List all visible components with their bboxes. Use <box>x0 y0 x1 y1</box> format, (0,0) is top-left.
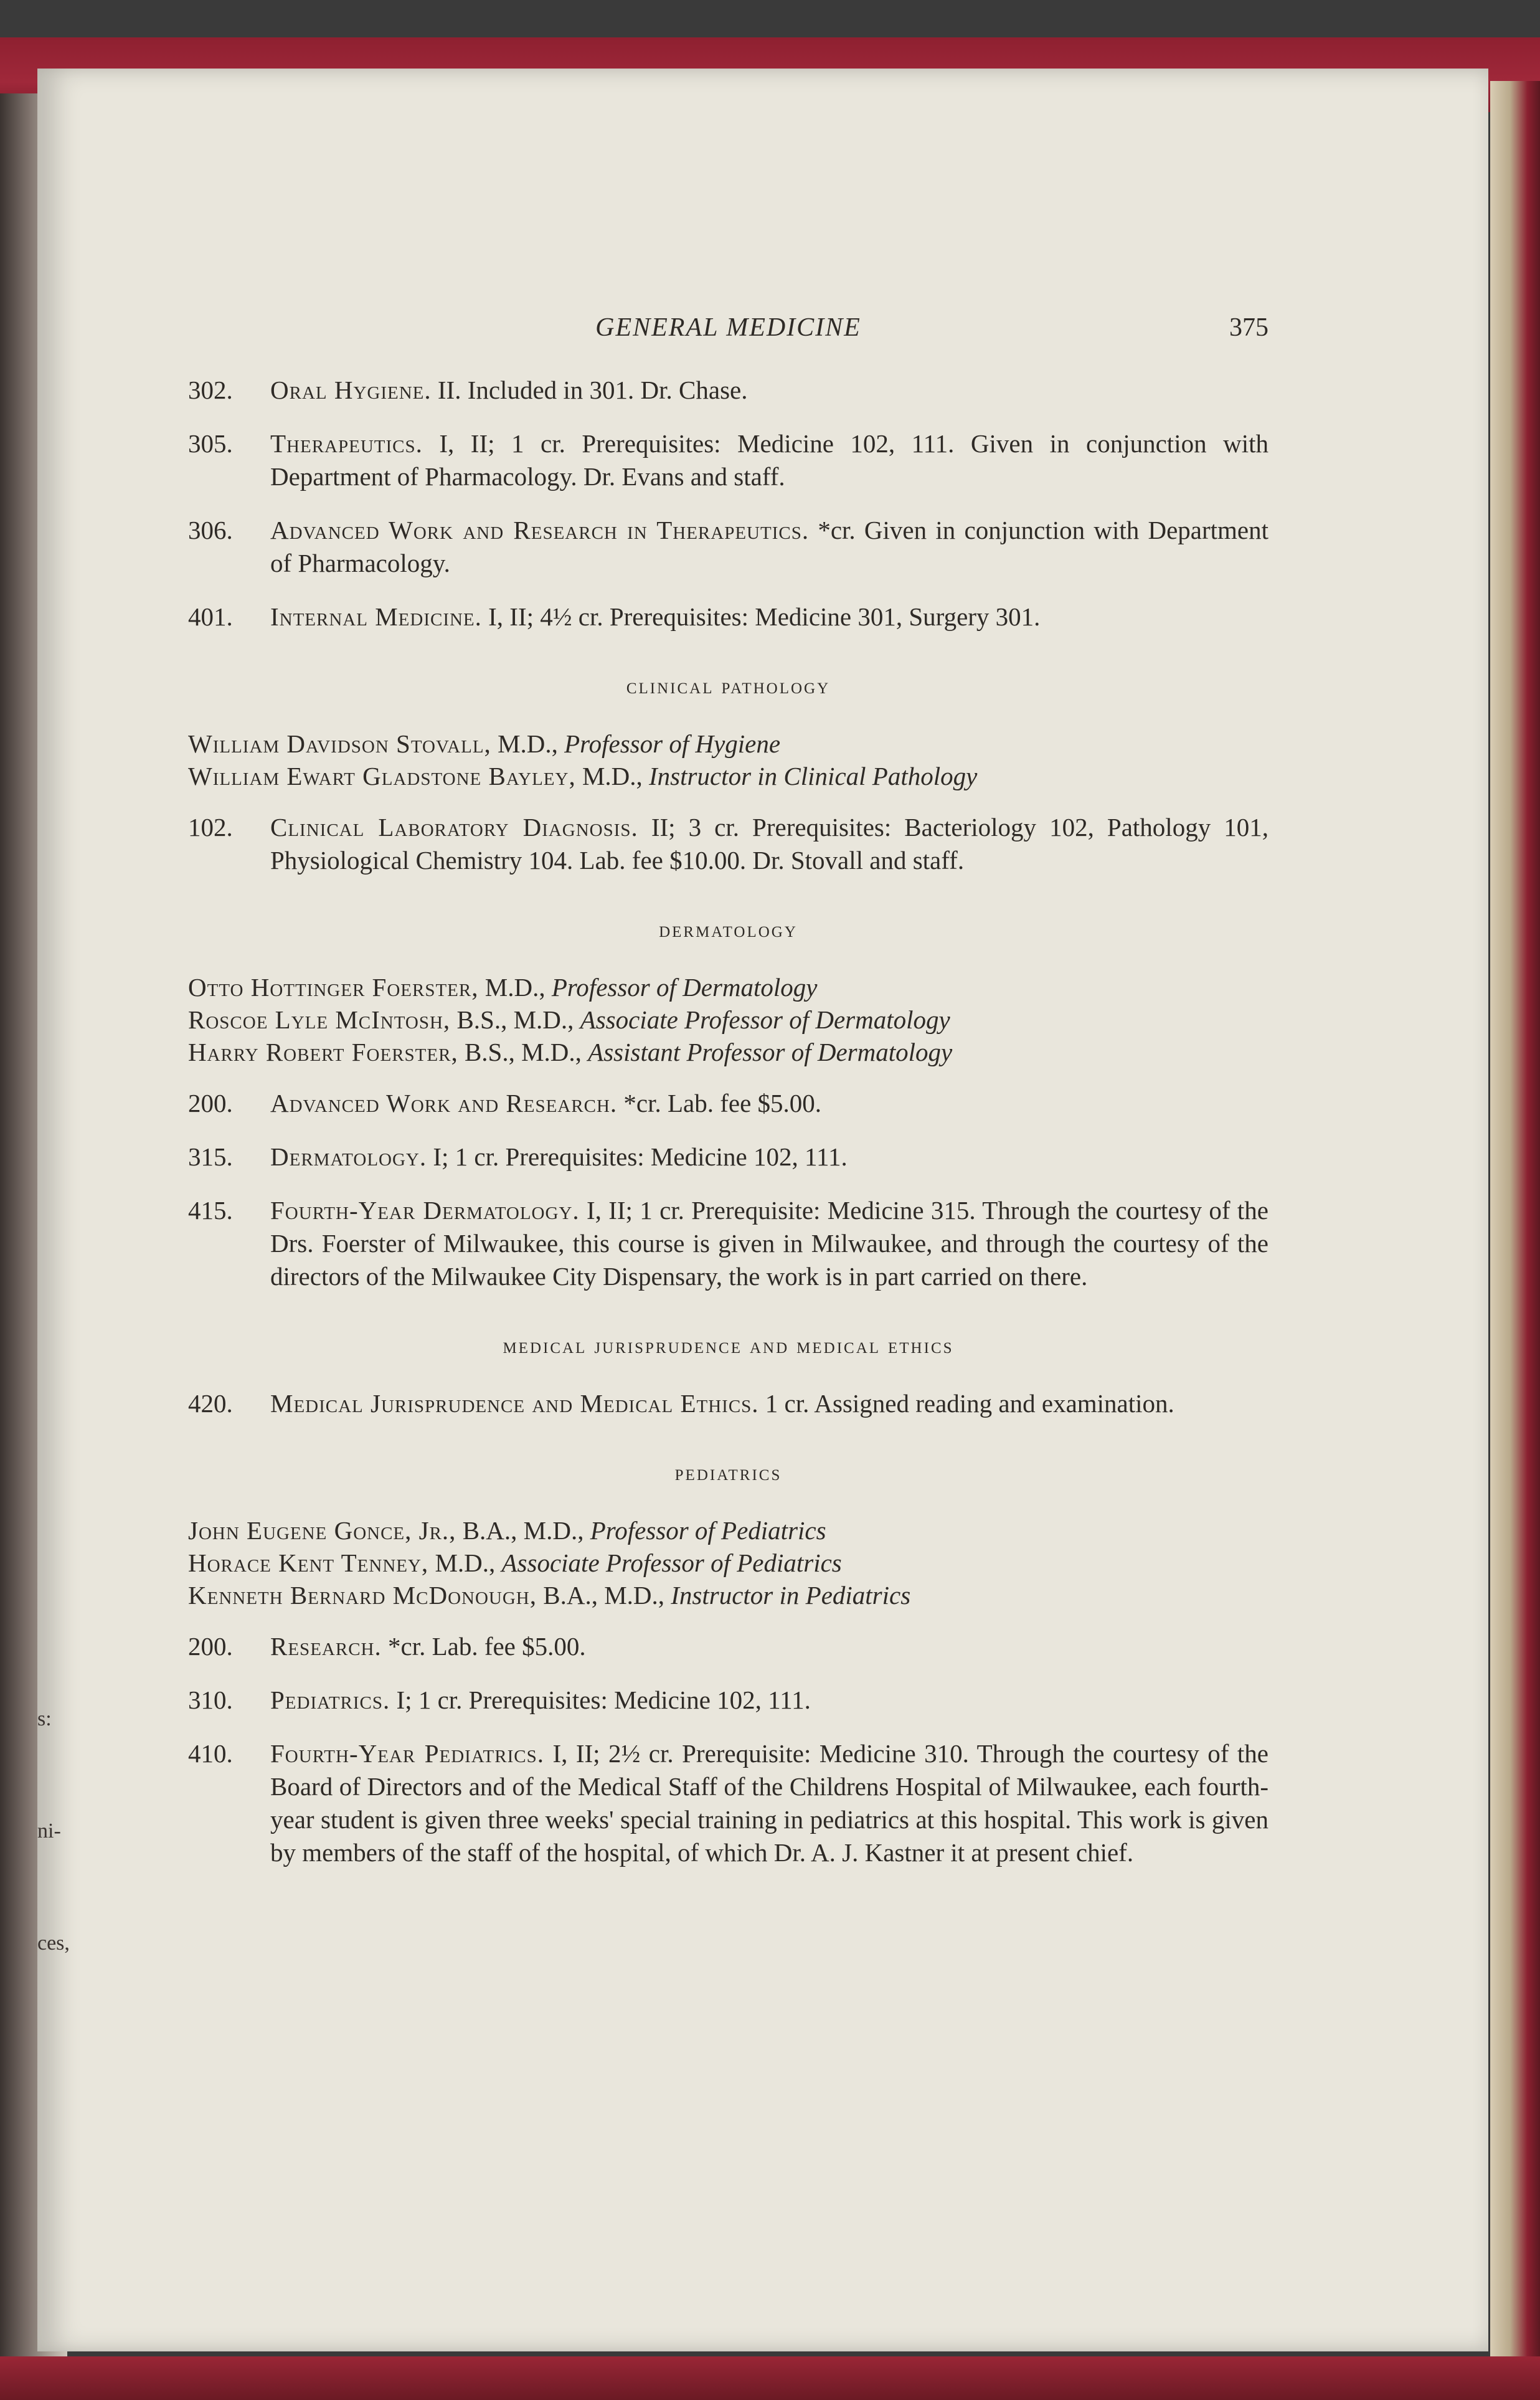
faculty-list <box>188 971 1268 1068</box>
course-number: 401. <box>188 602 233 631</box>
course-description <box>270 1684 1268 1717</box>
faculty-list <box>188 728 1268 792</box>
course-entry <box>188 1630 1268 1663</box>
faculty-title: Professor of Hygiene <box>564 729 781 758</box>
faculty-member <box>188 760 1268 792</box>
faculty-name: Otto Hottinger Foerster, <box>188 973 479 1002</box>
course-number: 302. <box>188 376 233 404</box>
faculty-name: Roscoe Lyle McIntosh, <box>188 1005 451 1034</box>
course-description <box>270 1630 1268 1663</box>
course-description <box>270 514 1268 580</box>
course-number: 305. <box>188 429 233 458</box>
section-heading-pediatrics: pediatrics <box>674 1460 782 1485</box>
faculty-member <box>188 1547 1268 1579</box>
faculty-title: Instructor in Pediatrics <box>671 1581 911 1610</box>
course-description <box>270 1387 1268 1420</box>
faculty-degrees: M.D., <box>582 762 643 790</box>
faculty-title: Associate Professor of Pediatrics <box>501 1549 842 1577</box>
course-title: Oral Hygiene. <box>270 376 432 404</box>
faculty-degrees: M.D., <box>484 973 546 1002</box>
faculty-name: John Eugene Gonce, Jr., <box>188 1516 456 1545</box>
course-entry <box>188 374 1268 407</box>
faculty-name: Harry Robert Foerster, <box>188 1038 458 1066</box>
course-title: Advanced Work and Research. <box>270 1089 618 1117</box>
edge-fragment: s: <box>37 1707 52 1730</box>
faculty-member <box>188 1579 1268 1611</box>
course-text: I, II; 2½ cr. Prerequisite: Medicine 310. Through the courtesy of the Board of Directors and of the Medical Staff of the Childrens Hospital of Milwaukee, each fourth-year student is given three weeks' special training in pediatrics at this hospital. This work is given by members of the staff of the hospital, of which Dr. A. J. Kastner it at present chief. <box>270 1739 1269 1867</box>
faculty-member <box>188 728 1268 760</box>
course-entry <box>188 600 1268 633</box>
faculty-member <box>188 1036 1268 1068</box>
course-entry <box>188 1087 1268 1120</box>
course-text: *cr. Lab. fee $5.00. <box>387 1632 586 1661</box>
course-number: 306. <box>188 516 233 544</box>
course-description <box>270 1087 1268 1120</box>
faculty-list <box>188 1514 1268 1611</box>
course-entry <box>188 811 1268 877</box>
course-title: Therapeutics. <box>270 429 423 458</box>
course-text: I; 1 cr. Prerequisites: Medicine 102, 111. <box>433 1142 848 1171</box>
course-text: I; 1 cr. Prerequisites: Medicine 102, 111. <box>396 1686 811 1714</box>
section-heading-dermatology: dermatology <box>659 917 798 942</box>
course-description <box>270 600 1268 633</box>
course-title: Fourth-Year Dermatology. <box>270 1196 580 1225</box>
course-text: II; 3 cr. Prerequisites: Bacteriology 102, Pathology 101, Physiological Chemistry 104. Lab. fee $10.00. Dr. Stovall and staff. <box>270 813 1269 875</box>
course-number: 415. <box>188 1196 233 1225</box>
facing-page-fragments <box>37 1663 70 1999</box>
faculty-title: Instructor in Clinical Pathology <box>649 762 978 790</box>
course-entry <box>188 1194 1268 1293</box>
faculty-member <box>188 971 1268 1003</box>
course-text: I, II; 1 cr. Prerequisites: Medicine 102, 111. Given in conjunction with Department of Pharmacology. Dr. Evans and staff. <box>270 429 1268 491</box>
faculty-title: Professor of Pediatrics <box>590 1516 826 1545</box>
running-head <box>188 311 1268 349</box>
faculty-degrees: B.A., M.D., <box>543 1581 665 1610</box>
book-cover-bottom <box>0 2356 1540 2400</box>
faculty-name: William Davidson Stovall, <box>188 729 491 758</box>
course-number: 420. <box>188 1389 233 1418</box>
faculty-name: William Ewart Gladstone Bayley, <box>188 762 576 790</box>
course-text: 1 cr. Assigned reading and examination. <box>765 1389 1174 1418</box>
course-title: Research. <box>270 1632 382 1661</box>
course-number: 200. <box>188 1632 233 1661</box>
course-entry <box>188 1387 1268 1420</box>
course-entry <box>188 427 1268 493</box>
course-description <box>270 1737 1268 1869</box>
section-heading-medical-jurisprudence: medical jurisprudence and medical ethics <box>503 1333 954 1358</box>
course-description <box>270 1194 1268 1293</box>
course-number: 102. <box>188 813 233 842</box>
course-description <box>270 811 1268 877</box>
course-text: I, II; 1 cr. Prerequisite: Medicine 315. Through the courtesy of the Drs. Foerster of Milwaukee, this course is given in Milwaukee, and through the courtesy of the directors of the Milwaukee City Dispensary, the work is in part carried on there. <box>270 1196 1268 1291</box>
faculty-degrees: M.D., <box>435 1549 496 1577</box>
faculty-title: Associate Professor of Dermatology <box>580 1005 950 1034</box>
course-title: Clinical Laboratory Diagnosis. <box>270 813 638 842</box>
faculty-title: Professor of Dermatology <box>551 973 818 1002</box>
course-number: 310. <box>188 1686 233 1714</box>
book-page-edges <box>1490 81 1540 2400</box>
page-number: 375 <box>1229 313 1268 342</box>
faculty-member <box>188 1514 1268 1547</box>
course-title: Dermatology. <box>270 1142 427 1171</box>
course-entry <box>188 1141 1268 1174</box>
course-entry <box>188 514 1268 580</box>
course-description <box>270 427 1268 493</box>
faculty-title: Assistant Professor of Dermatology <box>588 1038 953 1066</box>
course-text: I, II; 4½ cr. Prerequisites: Medicine 301, Surgery 301. <box>488 602 1041 631</box>
course-title: Medical Jurisprudence and Medical Ethics. <box>270 1389 759 1418</box>
course-title: Pediatrics. <box>270 1686 390 1714</box>
section-heading-clinical-pathology: clinical pathology <box>626 673 831 698</box>
faculty-name: Horace Kent Tenney, <box>188 1549 429 1577</box>
course-entry <box>188 1737 1268 1869</box>
course-description <box>270 374 1268 407</box>
page-content <box>188 311 1268 1890</box>
course-number: 200. <box>188 1089 233 1117</box>
course-title: Internal Medicine. <box>270 602 482 631</box>
course-entry <box>188 1684 1268 1717</box>
course-number: 410. <box>188 1739 233 1768</box>
course-text: *cr. Lab. fee $5.00. <box>623 1089 822 1117</box>
faculty-degrees: B.A., M.D., <box>462 1516 584 1545</box>
faculty-degrees: M.D., <box>498 729 558 758</box>
edge-fragment: ni- <box>37 1819 61 1843</box>
faculty-member <box>188 1003 1268 1036</box>
course-description <box>270 1141 1268 1174</box>
edge-fragment: ces, <box>37 1932 70 1955</box>
course-number: 315. <box>188 1142 233 1171</box>
faculty-degrees: B.S., M.D., <box>464 1038 582 1066</box>
course-title: Advanced Work and Research in Therapeutics. <box>270 516 810 544</box>
course-text: II. Included in 301. Dr. Chase. <box>437 376 748 404</box>
course-text: *cr. Given in conjunction with Department of Pharmacology. <box>270 516 1268 577</box>
running-head-title: GENERAL MEDICINE <box>595 313 861 342</box>
faculty-name: Kenneth Bernard McDonough, <box>188 1581 537 1610</box>
faculty-degrees: B.S., M.D., <box>456 1005 574 1034</box>
course-title: Fourth-Year Pediatrics. <box>270 1739 544 1768</box>
